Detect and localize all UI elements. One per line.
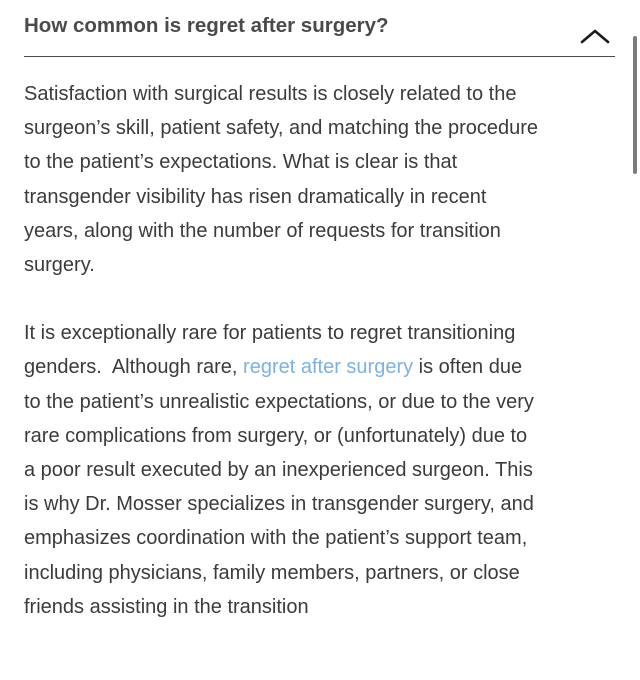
text-line: It is exceptionally rare for patients to regret transitioning [24,322,516,345]
text-line: surgery. [24,254,95,277]
text-line: emphasizes coordination with the patient’s support team, [24,527,528,550]
text-line: transgender visibility has risen dramatically in recent [24,185,487,208]
scrollbar-thumb[interactable] [633,36,637,174]
text-line: Satisfaction with surgical results is closely related to the [24,83,517,105]
text-line: is why Dr. Mosser specializes in transgender surgery, and [24,493,534,516]
accordion-title: How common is regret after surgery? [24,14,389,37]
text-line: to the patient’s unrealistic expectations, or due to the very [24,390,534,413]
chevron-up-icon[interactable] [580,28,610,44]
regret-after-surgery-link[interactable]: regret after surgery [243,356,414,379]
paragraph-satisfaction [24,77,615,282]
text-line: surgeon’s skill, patient safety, and matching the procedure [24,117,539,140]
text-line: a poor result executed by an inexperienced surgeon. This [24,459,533,482]
paragraph-regret [24,316,615,624]
text-line: rare complications from surgery, or (unfortunately) due to [24,424,528,447]
text-line: friends assisting in the transition [24,595,309,618]
text-line: to the patient’s expectations. What is clear is that [24,151,458,174]
text-line-with-link [24,350,615,384]
text-line: years, along with the number of requests for transition [24,219,501,242]
text-line: including physicians, family members, partners, or close [24,561,520,584]
faq-accordion [24,0,615,624]
accordion-body [24,57,615,624]
text-segment: is often due [413,356,523,379]
text-segment: genders. Although rare, [24,356,244,379]
accordion-header[interactable] [24,0,615,57]
